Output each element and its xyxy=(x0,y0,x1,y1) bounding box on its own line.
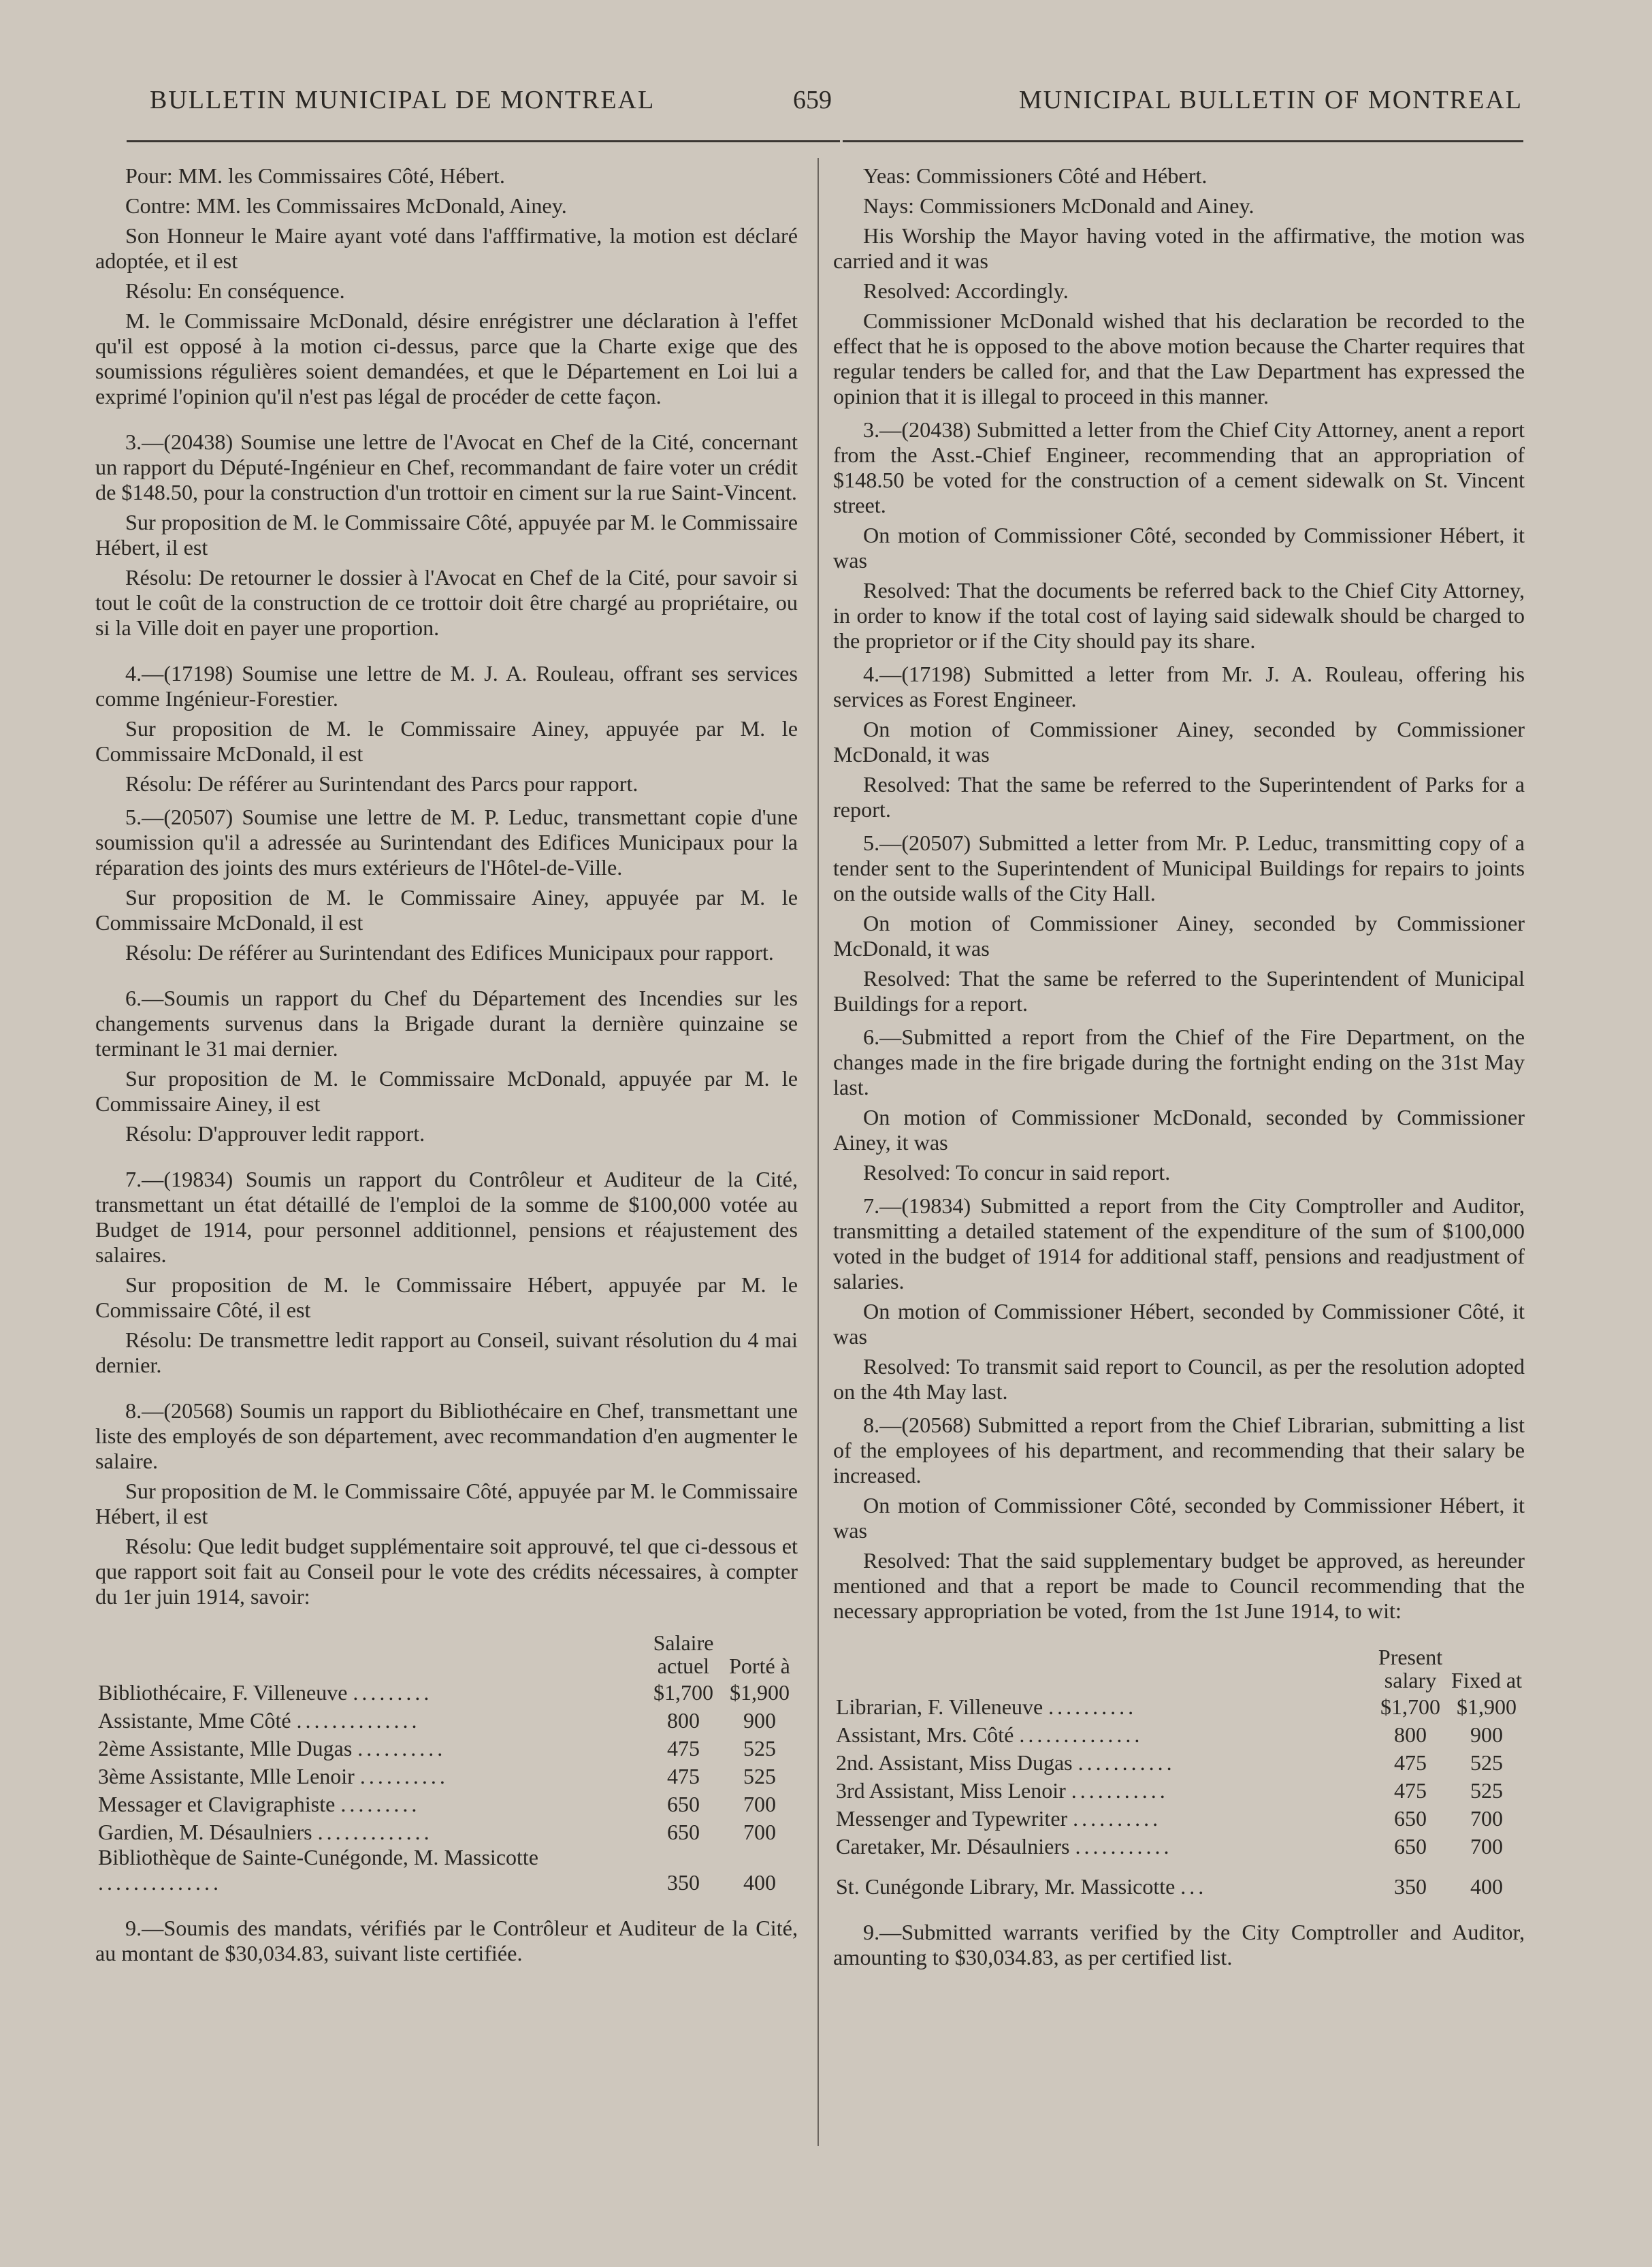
new-salary: 400 xyxy=(743,1870,776,1895)
table-row: St. Cunégonde Library, Mr. Massicotte ... 350 400 xyxy=(833,1859,1525,1899)
english-column xyxy=(833,163,1525,1975)
resolution: Resolved: To transmit said report to Council, as per the resolution adopted on the 4th May last. xyxy=(833,1354,1525,1404)
item-5: 5.—(20507) Submitted a letter from Mr. P. Leduc, transmitting copy of a tender sent to the Superintendent of Municipal Buildings for repairs to joints on the outside walls of the City Hall. xyxy=(833,831,1525,905)
new-salary: 700 xyxy=(743,1820,776,1844)
current-salary: 475 xyxy=(1394,1750,1427,1775)
table-row: Bibliothèque de Sainte-Cunégonde, M. Massicotte .............. 350 400 xyxy=(95,1845,798,1895)
resolution: Resolved: That the said supplementary budget be approved, as hereunder mentioned and that a report be made to Council recommending that the necessary appropriation be voted, from the 1st June 1914, to wit: xyxy=(833,1548,1525,1623)
paragraph: On motion of Commissioner McDonald, seconded by Commissioner Ainey, it was xyxy=(833,1105,1525,1155)
new-salary: 900 xyxy=(743,1708,776,1733)
employee-name: Bibliothèque de Sainte-Cunégonde, M. Massicotte xyxy=(98,1845,538,1869)
current-salary: 800 xyxy=(1394,1722,1427,1747)
header-rule-right xyxy=(843,140,1523,142)
column-header: Present salary xyxy=(1378,1645,1443,1692)
resolution: Résolu: Que ledit budget supplémentaire soit approuvé, tel que ci-dessous et que rapport soit fait au Conseil pour le vote des crédits nécessaires, à compter du 1er juin 1914, savoir: xyxy=(95,1534,798,1609)
resolution: Resolved: To concur in said report. xyxy=(863,1160,1171,1185)
current-salary: $1,700 xyxy=(1380,1694,1440,1719)
table-row: 3rd Assistant, Miss Lenoir ........... 475 525 xyxy=(833,1775,1525,1803)
paragraph: On motion of Commissioner Ainey, seconded by Commissioner McDonald, it was xyxy=(833,717,1525,767)
item-7: 7.—(19834) Submitted a report from the City Comptroller and Auditor, transmitting a detailed statement of the expenditure of the sum of $100,000 voted in the budget of 1914 for additional staff, pensions and readjustment of salaries. xyxy=(833,1193,1525,1293)
table-row: 3ème Assistante, Mlle Lenoir .......... 475 525 xyxy=(95,1761,798,1789)
paragraph: Commissioner McDonald wished that his declaration be recorded to the effect that he is opposed to the above motion because the Charter requires that regular tenders be called for, and that the Law Department has expressed the opinion that it is illegal to proceed in this manner. xyxy=(833,308,1525,408)
current-salary: 650 xyxy=(667,1792,700,1816)
vote-yeas: Yeas: Commissioners Côté and Hébert. xyxy=(863,163,1208,188)
item-3: 3.—(20438) Soumise une lettre de l'Avocat en Chef de la Cité, concernant un rapport du Député-Ingénieur en Chef, recommandant de faire voter un crédit de $148.50, pour la construction d'un trottoir en ciment sur la rue Saint-Vincent. xyxy=(95,430,798,504)
salary-table-english xyxy=(833,1645,1525,1899)
paragraph: Son Honneur le Maire ayant voté dans l'afffirmative, la motion est déclaré adoptée, et il est xyxy=(95,223,798,273)
current-salary: 475 xyxy=(667,1736,700,1760)
paragraph: M. le Commissaire McDonald, désire enrégistrer une déclaration à l'effet qu'il est opposé à la motion ci-dessus, parce que la Charte exige que des soumissions régulières soient demandées, et que le Département en Loi lui a exprimé l'opinion qu'il n'est pas légal de procéder de cette façon. xyxy=(95,308,798,408)
table-row: Librarian, F. Villeneuve .......... $1,700 $1,900 xyxy=(833,1692,1525,1720)
new-salary: 700 xyxy=(1470,1806,1503,1831)
resolution: Résolu: D'approuver ledit rapport. xyxy=(125,1121,425,1146)
new-salary: $1,900 xyxy=(1457,1694,1517,1719)
item-4: 4.—(17198) Submitted a letter from Mr. J. A. Rouleau, offering his services as Forest Engineer. xyxy=(833,662,1525,711)
resolution: Resolved: Accordingly. xyxy=(863,278,1069,303)
resolution: Résolu: De transmettre ledit rapport au Conseil, suivant résolution du 4 mai dernier. xyxy=(95,1328,798,1377)
resolution: Résolu: De référer au Surintendant des Edifices Municipaux pour rapport. xyxy=(125,940,774,965)
current-salary: 350 xyxy=(1394,1874,1427,1899)
header-title-english: MUNICIPAL BULLETIN OF MONTREAL xyxy=(1018,86,1523,114)
vote-pour: Pour: MM. les Commissaires Côté, Hébert. xyxy=(125,163,505,188)
item-6: 6.—Submitted a report from the Chief of the Fire Department, on the changes made in the fire brigade during the fortnight ending on the 31st May last. xyxy=(833,1025,1525,1099)
employee-name: Assistant, Mrs. Côté xyxy=(836,1722,1014,1747)
employee-name: 3rd Assistant, Miss Lenoir xyxy=(836,1778,1066,1803)
new-salary: $1,900 xyxy=(730,1680,790,1705)
item-9: 9.—Submitted warrants verified by the City Comptroller and Auditor, amounting to $30,034.83, as per certified list. xyxy=(833,1920,1525,1969)
employee-name: Assistante, Mme Côté xyxy=(98,1708,291,1733)
new-salary: 700 xyxy=(1470,1834,1503,1859)
new-salary: 525 xyxy=(1470,1750,1503,1775)
item-3: 3.—(20438) Submitted a letter from the Chief City Attorney, anent a report from the Asst.-Chief Engineer, recommending that an appropriation of $148.50 be voted for the construction of a cement sidewalk on St. Vincent street. xyxy=(833,417,1525,517)
paragraph: Sur proposition de M. le Commissaire Ainey, appuyée par M. le Commissaire McDonald, il est xyxy=(95,885,798,935)
employee-name: Messager et Clavigraphiste xyxy=(98,1792,336,1816)
paragraph: On motion of Commissioner Côté, seconded by Commissioner Hébert, it was xyxy=(833,1493,1525,1543)
item-7: 7.—(19834) Soumis un rapport du Contrôleur et Auditeur de la Cité, transmettant un état détaillé de l'emploi de la somme de $100,000 votée au Budget de 1914, pour personnel additionnel, pensions et réajustement des salaires. xyxy=(95,1167,798,1267)
vote-nays: Nays: Commissioners McDonald and Ainey. xyxy=(863,193,1254,218)
new-salary: 900 xyxy=(1470,1722,1503,1747)
employee-name: Gardien, M. Désaulniers xyxy=(98,1820,312,1844)
item-8: 8.—(20568) Submitted a report from the Chief Librarian, submitting a list of the employees of his department, and recommending that their salary be increased. xyxy=(833,1413,1525,1488)
current-salary: $1,700 xyxy=(653,1680,713,1705)
column-header: Salaire actuel xyxy=(653,1630,714,1678)
item-9: 9.—Soumis des mandats, vérifiés par le Contrôleur et Auditeur de la Cité, au montant de $30,034.83, suivant liste certifiée. xyxy=(95,1916,798,1965)
paragraph: On motion of Commissioner Ainey, seconded by Commissioner McDonald, it was xyxy=(833,911,1525,961)
item-4: 4.—(17198) Soumise une lettre de M. J. A. Rouleau, offrant ses services comme Ingénieur-Forestier. xyxy=(95,661,798,711)
header-rule-left xyxy=(127,140,840,142)
current-salary: 650 xyxy=(667,1820,700,1844)
resolution: Résolu: En conséquence. xyxy=(125,278,345,303)
table-row: 2ème Assistante, Mlle Dugas .......... 475 525 xyxy=(95,1733,798,1761)
employee-name: Messenger and Typewriter xyxy=(836,1806,1068,1831)
paragraph: Sur proposition de M. le Commissaire Ainey, appuyée par M. le Commissaire McDonald, il est xyxy=(95,716,798,766)
table-row: Assistante, Mme Côté .............. 800 900 xyxy=(95,1705,798,1733)
paragraph: Sur proposition de M. le Commissaire Côté, appuyée par M. le Commissaire Hébert, il est xyxy=(95,510,798,560)
resolution: Résolu: De retourner le dossier à l'Avocat en Chef de la Cité, pour savoir si tout le coût de la construction de ce trottoir doit être chargé au propriétaire, ou si la Ville doit en payer une proportion. xyxy=(95,565,798,640)
table-row: Messenger and Typewriter .......... 650 700 xyxy=(833,1803,1525,1831)
current-salary: 475 xyxy=(667,1764,700,1788)
table-row: Gardien, M. Désaulniers ............. 650 700 xyxy=(95,1817,798,1845)
paragraph: On motion of Commissioner Hébert, seconded by Commissioner Côté, it was xyxy=(833,1299,1525,1349)
current-salary: 650 xyxy=(1394,1834,1427,1859)
employee-name: Caretaker, Mr. Désaulniers xyxy=(836,1834,1070,1859)
page-number: 659 xyxy=(793,86,832,114)
new-salary: 525 xyxy=(743,1764,776,1788)
resolution: Resolved: That the documents be referred back to the Chief City Attorney, in order to know if the total cost of laying said sidewalk should be charged to the proprietor or if the City should pay its share. xyxy=(833,578,1525,653)
current-salary: 475 xyxy=(1394,1778,1427,1803)
table-header-row xyxy=(833,1645,1525,1692)
paragraph: Sur proposition de M. le Commissaire Hébert, appuyée par M. le Commissaire Côté, il est xyxy=(95,1272,798,1322)
vote-contre: Contre: MM. les Commissaires McDonald, Ainey. xyxy=(125,193,567,218)
resolution: Resolved: That the same be referred to the Superintendent of Parks for a report. xyxy=(833,772,1525,822)
new-salary: 525 xyxy=(743,1736,776,1760)
header-title-french: BULLETIN MUNICIPAL DE MONTREAL xyxy=(150,86,655,114)
table-row: Bibliothécaire, F. Villeneuve ......... $1,700 $1,900 xyxy=(95,1677,798,1705)
new-salary: 525 xyxy=(1470,1778,1503,1803)
employee-name: St. Cunégonde Library, Mr. Massicotte xyxy=(836,1874,1176,1899)
resolution: Resolved: That the same be referred to the Superintendent of Municipal Buildings for a report. xyxy=(833,966,1525,1016)
column-header: Porté à xyxy=(729,1654,790,1678)
column-header: Fixed at xyxy=(1451,1668,1522,1692)
item-6: 6.—Soumis un rapport du Chef du Département des Incendies sur les changements survenus dans la Brigade durant la dernière quinzaine se terminant le 31 mai dernier. xyxy=(95,986,798,1061)
salary-table-french xyxy=(95,1631,798,1895)
current-salary: 650 xyxy=(1394,1806,1427,1831)
paragraph: His Worship the Mayor having voted in the affirmative, the motion was carried and it was xyxy=(833,223,1525,273)
new-salary: 700 xyxy=(743,1792,776,1816)
item-5: 5.—(20507) Soumise une lettre de M. P. Leduc, transmettant copie d'une soumission qu'il a adressée au Surintendant des Edifices Municipaux pour la réparation des joints des murs extérieurs de l'Hôtel-de-Ville. xyxy=(95,805,798,880)
item-8: 8.—(20568) Soumis un rapport du Bibliothécaire en Chef, transmettant une liste des employés de son département, avec recommandation d'en augmenter le salaire. xyxy=(95,1398,798,1473)
table-row: Messager et Clavigraphiste ......... 650 700 xyxy=(95,1789,798,1817)
employee-name: 3ème Assistante, Mlle Lenoir xyxy=(98,1764,355,1788)
current-salary: 350 xyxy=(667,1870,700,1895)
table-row: Assistant, Mrs. Côté .............. 800 900 xyxy=(833,1720,1525,1748)
column-divider xyxy=(817,158,819,2146)
resolution: Résolu: De référer au Surintendant des Parcs pour rapport. xyxy=(125,771,638,796)
employee-name: Bibliothécaire, F. Villeneuve xyxy=(98,1680,348,1705)
page-header xyxy=(150,85,1523,119)
employee-name: Librarian, F. Villeneuve xyxy=(836,1694,1043,1719)
paragraph: Sur proposition de M. le Commissaire McDonald, appuyée par M. le Commissaire Ainey, il est xyxy=(95,1066,798,1116)
table-row: 2nd. Assistant, Miss Dugas ........... 475 525 xyxy=(833,1748,1525,1775)
table-row: Caretaker, Mr. Désaulniers ........... 650 700 xyxy=(833,1831,1525,1859)
new-salary: 400 xyxy=(1470,1874,1503,1899)
paragraph: On motion of Commissioner Côté, seconded by Commissioner Hébert, it was xyxy=(833,523,1525,573)
current-salary: 800 xyxy=(667,1708,700,1733)
paragraph: Sur proposition de M. le Commissaire Côté, appuyée par M. le Commissaire Hébert, il est xyxy=(95,1479,798,1528)
employee-name: 2ème Assistante, Mlle Dugas xyxy=(98,1736,353,1760)
table-header-row xyxy=(95,1631,798,1677)
french-column xyxy=(95,163,798,1971)
employee-name: 2nd. Assistant, Miss Dugas xyxy=(836,1750,1073,1775)
